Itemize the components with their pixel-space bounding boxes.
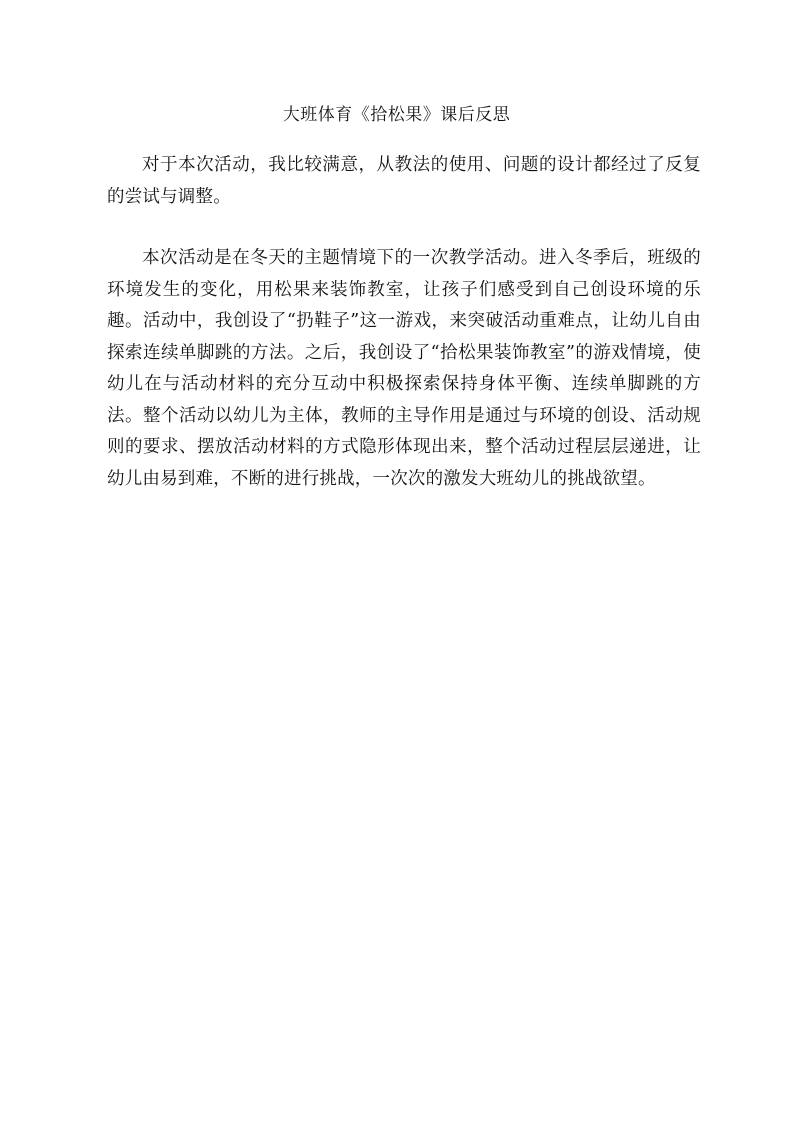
document-title: 大班体育《拾松果》课后反思 — [282, 105, 511, 125]
paragraph-2: 本次活动是在冬天的主题情境下的一次教学活动。进入冬季后，班级的环境发生的变化，用松果来装饰教室，让孩子们感受到自己创设环境的乐趣。活动中，我创设了“扔鞋子”这一游戏，来突破活动重难点，让幼儿自由探索连续单脚跳的方法。之后，我创设了“拾松果装饰教室”的游戏情境，使幼儿在与活动材料的充分互动中积极探索保持身体平衡、连续单脚跳的方法。整个活动以幼儿为主体，教师的主导作用是通过与环境的创设、活动规则的要求、摆放活动材料的方式隐形体现出来，整个活动过程层层递进，让幼儿由易到难，不断的进行挑战，一次次的激发大班幼儿的挑战欲望。 — [107, 248, 701, 489]
paragraph-1: 对于本次活动，我比较满意，从教法的使用、问题的设计都经过了反复的尝试与调整。 — [107, 155, 701, 207]
